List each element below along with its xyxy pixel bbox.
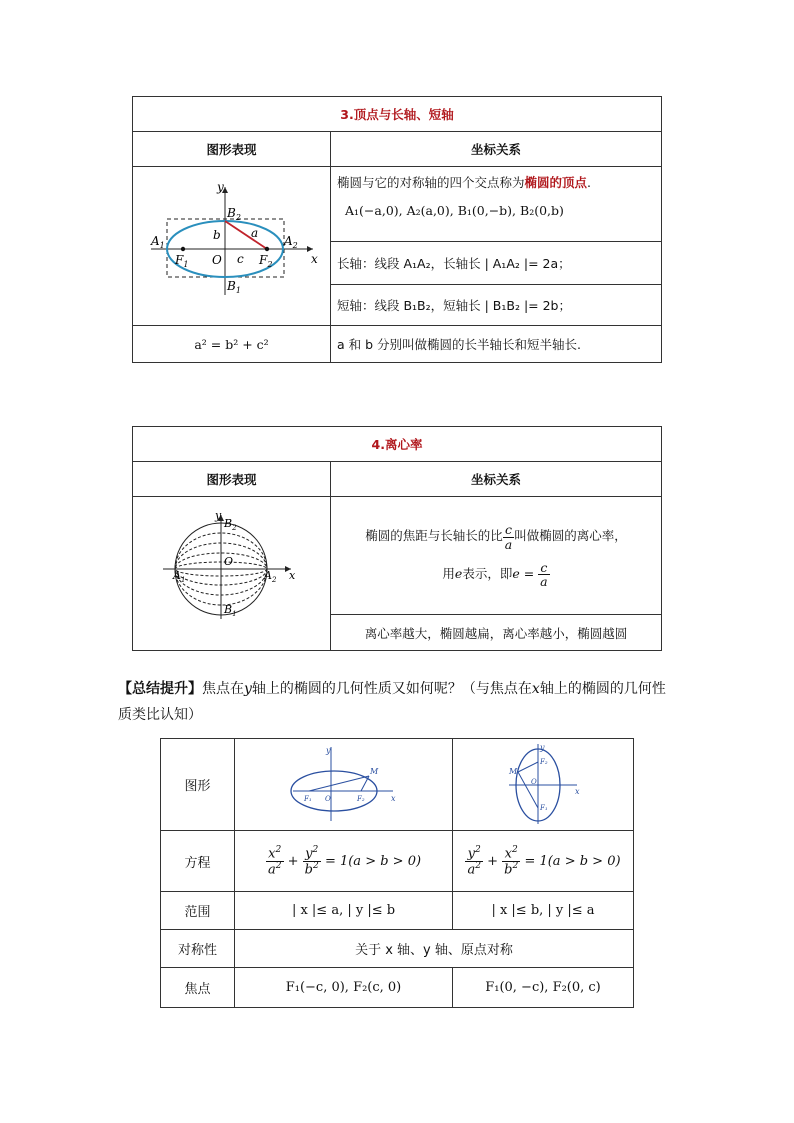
range-y-focus: | x |≤ b, | y |≤ a — [453, 892, 634, 930]
y-axis-ellipse-comparison-table — [160, 738, 634, 1008]
eccentricity-figure-cell — [133, 497, 331, 651]
a1-label: $A_1$ — [173, 569, 186, 584]
row-label-range: 范围 — [161, 892, 235, 930]
summary-tag: 【总结提升】 — [118, 681, 202, 697]
long-axis-cell: 长轴：线段 A₁A₂，长轴长 | A₁A₂ |= 2a； — [331, 242, 662, 284]
a-label: a — [251, 226, 259, 240]
row-label-equation: 方程 — [161, 831, 235, 892]
eccentricity-trend-cell: 离心率越大，椭圆越扁，离心率越小，椭圆越圆 — [331, 615, 662, 651]
short-axis-cell: 短轴：线段 B₁B₂，短轴长 | B₁B₂ |= 2b； — [331, 284, 662, 325]
equation-x-focus: $\frac{x^2}{a^2}$ + $\frac{y^2}{b^2}$ = 1(a > b > 0) — [235, 831, 453, 892]
focus-x-focus: F₁(−c, 0), F₂(c, 0) — [235, 968, 453, 1008]
y-axis-label: y — [217, 180, 224, 194]
a1-label: $A_1$ — [151, 234, 165, 250]
c-over-a-fraction: $\frac{c}{a}$ — [504, 522, 513, 552]
x-label: x — [575, 786, 580, 796]
eccentricity-diagram — [133, 497, 331, 647]
f2-label: F₂ — [540, 757, 548, 766]
vertex-term: 椭圆的顶点 — [524, 175, 588, 190]
f1-label: F₁ — [540, 803, 548, 812]
e-fraction: $\frac{c}{a}$ — [540, 559, 548, 589]
f2-label: $F_2$ — [259, 253, 273, 269]
b1-label: $B_1$ — [227, 279, 241, 295]
b1-label: $B_1$ — [224, 603, 237, 618]
table-title: 3.顶点与长轴、短轴 — [133, 97, 662, 132]
m-label: M — [509, 766, 518, 776]
relation-cell: a² = b² + c² — [133, 326, 331, 363]
symmetry-cell: 关于 x 轴、y 轴、原点对称 — [235, 930, 634, 968]
eccentricity-definition: 椭圆的焦距与长轴长的比 $\frac{c}{a}$ 叫做椭圆的离心率， — [365, 522, 627, 552]
f1-label: $F_1$ — [175, 253, 189, 269]
origin-label: O — [224, 555, 234, 568]
origin-label: O — [212, 253, 222, 267]
focus-y-focus: F₁(0, −c), F₂(0, c) — [453, 968, 634, 1008]
a2-label: $A_2$ — [284, 234, 298, 250]
f1-label: F₁ — [303, 794, 312, 803]
x-focus-figure-cell — [235, 739, 453, 831]
y-axis-label: y — [215, 509, 222, 522]
ellipse-vertex-diagram — [133, 167, 331, 322]
x-axis-label: x — [311, 252, 318, 266]
o-label: O — [531, 777, 537, 786]
o-label: O — [324, 794, 331, 803]
a2-label: $A_2$ — [264, 569, 277, 584]
vertex-definition-cell — [331, 167, 662, 242]
vertex-coordinates: A₁(−a,0), A₂(a,0), B₁(0,−b), B₂(0,b) — [345, 203, 564, 218]
semi-axes-cell: a 和 b 分别叫做椭圆的长半轴长和短半轴长. — [331, 326, 662, 363]
b2-label: $B_2$ — [227, 206, 241, 222]
row-label-focus: 焦点 — [161, 968, 235, 1008]
y-focus-ellipse-diagram — [503, 740, 583, 826]
column-header-figure: 图形表现 — [133, 462, 331, 497]
range-x-focus: | x |≤ a, | y |≤ b — [235, 892, 453, 930]
x-axis-label: x — [289, 569, 296, 582]
vertex-axes-table — [132, 96, 662, 363]
row-label-symmetry: 对称性 — [161, 930, 235, 968]
eccentricity-definition-cell — [331, 497, 662, 615]
table-title: 4.离心率 — [133, 427, 662, 462]
ellipse-figure-cell — [133, 167, 331, 326]
summary-paragraph: 【总结提升】焦点在y轴上的椭圆的几何性质又如何呢？（与焦点在x轴上的椭圆的几何性 质类比认知） — [118, 681, 666, 723]
equation-y-focus: $\frac{y^2}{a^2}$ + $\frac{x^2}{b^2}$ = 1(a > b > 0) — [453, 831, 634, 892]
f2-label: F₂ — [356, 794, 365, 803]
column-header-coordinates: 坐标关系 — [331, 132, 662, 167]
eccentricity-formula: 用e表示，即e = $\frac{c}{a}$ — [442, 559, 548, 589]
column-header-figure: 图形表现 — [133, 132, 331, 167]
x-focus-ellipse-diagram — [289, 743, 399, 823]
b2-label: $B_2$ — [224, 517, 237, 532]
x-label: x — [390, 793, 396, 803]
column-header-coordinates: 坐标关系 — [331, 462, 662, 497]
eccentricity-table — [132, 426, 662, 651]
y-label: y — [325, 745, 331, 755]
y-focus-figure-cell — [453, 739, 634, 831]
b-label: b — [213, 228, 221, 242]
c-label: c — [237, 252, 244, 266]
row-label-figure: 图形 — [161, 739, 235, 831]
vertex-definition: 椭圆与它的对称轴的四个交点称为椭圆的顶点. — [337, 175, 592, 190]
m-label: M — [369, 766, 378, 776]
y-label: y — [540, 742, 545, 752]
